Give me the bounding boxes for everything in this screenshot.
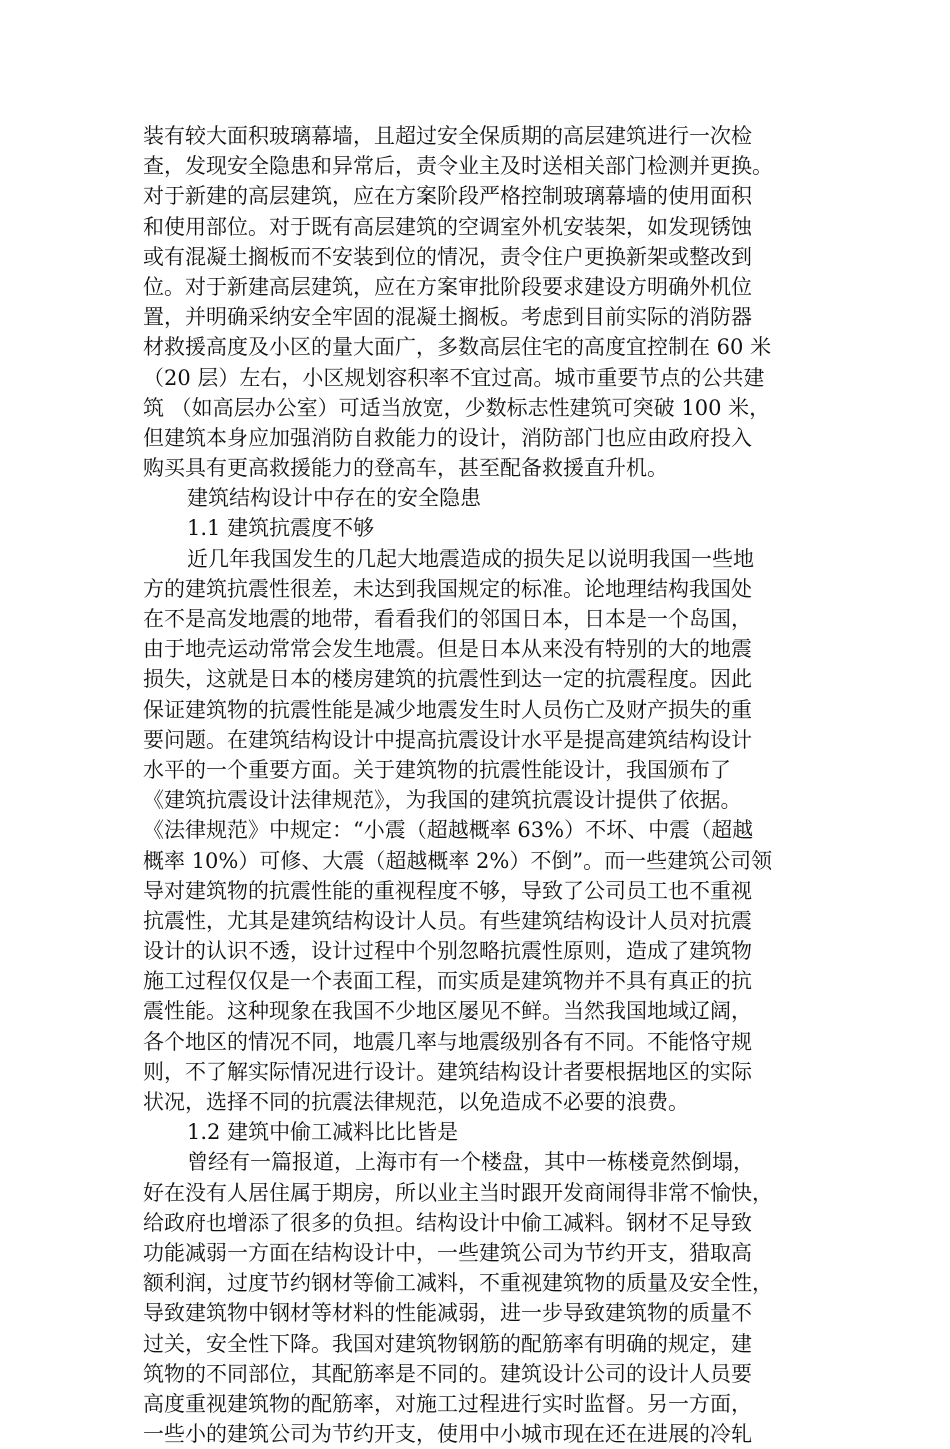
subsection-heading: 1.2 建筑中偷工减料比比皆是: [187, 1120, 459, 1145]
text-line: 施工过程仅仅是一个表面工程，而实质是建筑物并不具有真正的抗: [143, 969, 752, 994]
text-line: 和使用部位。对于既有高层建筑的空调室外机安装架，如发现锈蚀: [143, 214, 752, 239]
text-line: 高度重视建筑物的配筋率，对施工过程进行实时监督。另一方面，: [143, 1391, 752, 1416]
text-line: 方的建筑抗震性很差，未达到我国规定的标准。论地理结构我国处: [143, 576, 752, 601]
text-line: 由于地壳运动常常会发生地震。但是日本从来没有特别的大的地震: [143, 637, 752, 662]
text-line: （20 层）左右，小区规划容积率不宜过高。城市重要节点的公共建: [143, 365, 765, 390]
text-line: 置，并明确采纳安全牢固的混凝土搁板。考虑到目前实际的消防器: [143, 305, 752, 330]
subsection-heading: 1.1 建筑抗震度不够: [187, 516, 375, 541]
text-line: 给政府也增添了很多的负担。结构设计中偷工减料。钢材不足导致: [143, 1210, 752, 1235]
text-line: 各个地区的情况不同，地震几率与地震级别各有不同。不能恪守规: [143, 1029, 752, 1054]
text-line: 装有较大面积玻璃幕墙，且超过安全保质期的高层建筑进行一次检: [143, 124, 752, 148]
text-line: 要问题。在建筑结构设计中提高抗震设计水平是提高建筑结构设计: [143, 727, 752, 752]
text-line: 筑物的不同部位，其配筋率是不同的。建筑设计公司的设计人员要: [143, 1361, 752, 1386]
text-line: 但建筑本身应加强消防自救能力的设计，消防部门也应由政府投入: [143, 425, 752, 450]
text-line: 则，不了解实际情况进行设计。建筑结构设计者要根据地区的实际: [143, 1059, 752, 1084]
text-line: 查，发现安全隐患和异常后，责令业主及时送相关部门检测并更换。: [143, 154, 773, 179]
text-line: 《法律规范》中规定：“小震（超越概率 63%）不坏、中震（超越: [143, 818, 754, 843]
text-line: 损失，这就是日本的楼房建筑的抗震性到达一定的抗震程度。因此: [143, 667, 752, 692]
text-line: 或有混凝土搁板而不安装到位的情况，责令住户更换新架或整改到: [143, 244, 752, 269]
text-line: 导致建筑物中钢材等材料的性能减弱，进一步导致建筑物的质量不: [143, 1301, 752, 1326]
text-line: 近几年我国发生的几起大地震造成的损失足以说明我国一些地: [187, 546, 754, 571]
text-line: 概率 10%）可修、大震（超越概率 2%）不倒”。而一些建筑公司领: [143, 848, 773, 873]
text-line: 保证建筑物的抗震性能是减少地震发生时人员伤亡及财产损失的重: [143, 697, 752, 722]
body-text: [143, 121, 809, 1449]
text-line: 一些小的建筑公司为节约开支，使用中小城市现在还在进展的冷轧: [143, 1422, 752, 1447]
text-line: 水平的一个重要方面。关于建筑物的抗震性能设计，我国颁布了: [143, 757, 731, 782]
text-line: 过关，安全性下降。我国对建筑物钢筋的配筋率有明确的规定，建: [143, 1331, 752, 1356]
text-line: 购买具有更高救援能力的登高车，甚至配备救援直升机。: [143, 456, 668, 481]
text-line: 在不是高发地震的地带，看看我们的邻国日本，日本是一个岛国，: [143, 607, 752, 631]
text-line: 好在没有人居住属于期房，所以业主当时跟开发商闹得非常不愉快，: [143, 1180, 773, 1205]
text-line: 《建筑抗震设计法律规范》，为我国的建筑抗震设计提供了依据。: [143, 788, 742, 813]
text-line: 材救援高度及小区的量大面广，多数高层住宅的高度宜控制在 60 米: [143, 335, 772, 360]
text-line: 额利润，过度节约钢材等偷工减料，不重视建筑物的质量及安全性，: [143, 1271, 773, 1296]
text-line: 功能减弱一方面在结构设计中，一些建筑公司为节约开支，猎取高: [143, 1240, 752, 1265]
text-line: 导对建筑物的抗震性能的重视程度不够，导致了公司员工也不重视: [143, 878, 752, 903]
text-line: 设计的认识不透，设计过程中个别忽略抗震性原则，造成了建筑物: [143, 939, 752, 964]
section-heading: 建筑结构设计中存在的安全隐患: [187, 486, 481, 511]
text-line: 抗震性，尤其是建筑结构设计人员。有些建筑结构设计人员对抗震: [143, 908, 752, 933]
text-line: 震性能。这种现象在我国不少地区屡见不鲜。当然我国地域辽阔，: [143, 999, 752, 1024]
text-line: 位。对于新建高层建筑，应在方案审批阶段要求建设方明确外机位: [143, 274, 752, 299]
text-line: 对于新建的高层建筑，应在方案阶段严格控制玻璃幕墙的使用面积: [143, 184, 752, 209]
text-line: 筑 （如高层办公室）可适当放宽，少数标志性建筑可突破 100 米，: [143, 395, 771, 420]
text-line: 曾经有一篇报道，上海市有一个楼盘，其中一栋楼竟然倒塌，: [187, 1150, 754, 1175]
text-line: 状况，选择不同的抗震法律规范，以免造成不必要的浪费。: [143, 1090, 689, 1114]
